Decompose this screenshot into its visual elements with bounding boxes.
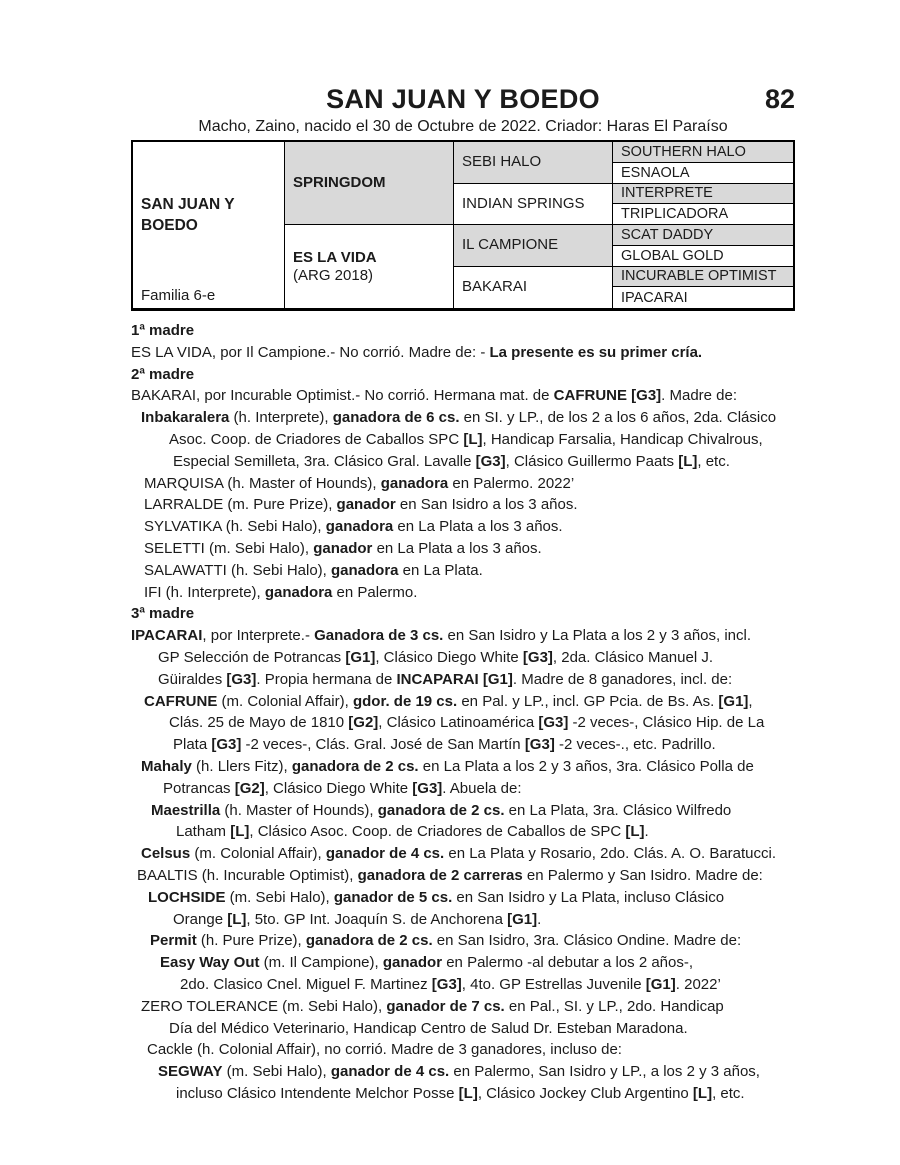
gen2-cell-sebi-halo: SEBI HALO	[454, 142, 613, 184]
pedigree-line-segment: Clás. 25 de Mayo de 1810	[169, 714, 349, 732]
pedigree-line-segment: BAKARAI, por Incurable Optimist.- No corrió. Hermana mat. de	[131, 387, 554, 405]
page-number: 82	[764, 84, 795, 114]
pedigree-line	[131, 647, 795, 669]
pedigree-line-segment: , Clásico Jockey Club Argentino	[477, 1084, 693, 1102]
pedigree-line-segment: en San Isidro y La Plata, incluso Clásico	[452, 888, 725, 906]
pedigree-line-segment: en San Isidro a los 3 años.	[395, 496, 578, 514]
pedigree-line-bold-segment: ganadora de 2 cs.	[377, 801, 505, 819]
header	[131, 84, 795, 116]
pedigree-line-bold-segment: [G3]	[538, 714, 569, 732]
pedigree-line-segment: IFI (h. Interprete),	[144, 583, 265, 601]
pedigree-line-segment: en SI. y LP., de los 2 a los 6 años, 2da. Clásico	[459, 409, 777, 427]
pedigree-line-segment: , Clásico Diego White	[375, 648, 523, 666]
pedigree-line-bold-segment: ganadora de 2 carreras	[357, 866, 523, 884]
pedigree-line-bold-segment: Ganadora de 3 cs.	[314, 627, 444, 645]
pedigree-line-segment: ZERO TOLERANCE (m. Sebi Halo),	[141, 997, 387, 1015]
pedigree-line-segment: en La Plata a los 3 años.	[393, 518, 563, 536]
pedigree-line-bold-segment: [L]	[230, 823, 250, 841]
pedigree-line-segment: (m. Il Campione),	[259, 954, 383, 972]
pedigree-line	[131, 778, 795, 800]
pedigree-line-bold-segment: [G3]	[431, 975, 462, 993]
pedigree-line-segment: (m. Sebi Halo),	[225, 888, 334, 906]
pedigree-line	[131, 516, 795, 538]
pedigree-line-segment: , etc.	[712, 1084, 745, 1102]
pedigree-line-bold-segment: ganadora de 6 cs.	[332, 409, 460, 427]
pedigree-line-segment: en La Plata a los 2 y 3 años, 3ra. Clásico Polla de	[418, 757, 754, 775]
pedigree-line	[131, 451, 795, 473]
pedigree-line	[131, 800, 795, 822]
horse-description: Macho, Zaino, nacido el 30 de Octubre de 2022. Criador: Haras El Paraíso	[198, 118, 728, 135]
pedigree-line-segment: GP Selección de Potrancas	[158, 648, 346, 666]
pedigree-line-bold-segment: [G2]	[234, 779, 265, 797]
pedigree-line-bold-segment: [G3]	[211, 736, 242, 754]
pedigree-line-bold-segment: ganadora de 2 cs.	[291, 757, 419, 775]
pedigree-line	[131, 560, 795, 582]
pedigree-line-bold-segment: ganadora	[325, 518, 394, 536]
gen3-cell-incurable-optimist: INCURABLE OPTIMIST	[613, 267, 793, 288]
pedigree-line	[131, 342, 795, 364]
pedigree-line-segment: , 5to. GP Int. Joaquín S. de Anchorena	[246, 910, 508, 928]
pedigree-line-segment: en Pal., SI. y LP., 2do. Handicap	[504, 997, 724, 1015]
pedigree-line-bold-segment: Mahaly	[141, 757, 192, 775]
pedigree-line	[131, 865, 795, 887]
gen2-cell-il-campione: IL CAMPIONE	[454, 225, 613, 267]
pedigree-line-segment: en Palermo.	[332, 583, 418, 601]
pedigree-line	[131, 385, 795, 407]
pedigree-line-bold-segment: 2ª madre	[131, 365, 195, 383]
pedigree-line-bold-segment: [G2]	[348, 714, 379, 732]
pedigree-line	[131, 996, 795, 1018]
pedigree-line-bold-segment: ganadora	[331, 561, 399, 579]
pedigree-line-segment: , Clásico Guillermo Paats	[505, 452, 679, 470]
pedigree-line-segment: , Clásico Diego White	[264, 779, 413, 797]
pedigree-line	[131, 712, 795, 734]
pedigree-line-bold-segment: Permit	[150, 932, 197, 950]
pedigree-line-segment: Cackle (h. Colonial Affair), no corrió. Madre de 3 ganadores, incluso de:	[147, 1041, 622, 1059]
gen3-cell-ipacarai: IPACARAI	[621, 289, 688, 306]
pedigree-line-bold-segment: [L]	[692, 1084, 713, 1102]
pedigree-line-segment: Plata	[173, 736, 212, 754]
pedigree-line-bold-segment: [L]	[458, 1084, 478, 1102]
sire-cell: SPRINGDOM	[285, 142, 454, 225]
pedigree-line-segment: BAALTIS (h. Incurable Optimist),	[137, 866, 358, 884]
pedigree-line-bold-segment: [L]	[678, 452, 698, 470]
pedigree-line-segment: en La Plata, 3ra. Clásico Wilfredo	[504, 801, 732, 819]
pedigree-line-segment: .	[537, 910, 542, 928]
pedigree-line	[131, 429, 795, 451]
pedigree-line	[131, 603, 795, 625]
gen3-cell-triplicadora: TRIPLICADORA	[613, 204, 793, 225]
pedigree-line-bold-segment: SEGWAY	[158, 1063, 223, 1081]
pedigree-line-segment: en La Plata.	[398, 561, 483, 579]
pedigree-line-segment: . 2022’	[675, 975, 721, 993]
gen3-cell-global-gold: GLOBAL GOLD	[613, 246, 793, 267]
pedigree-line-bold-segment: [L]	[227, 910, 247, 928]
pedigree-line-bold-segment: 1ª madre	[131, 322, 195, 339]
pedigree-line-bold-segment: Celsus	[141, 845, 191, 863]
pedigree-line-segment: SYLVATIKA (h. Sebi Halo),	[144, 518, 326, 536]
pedigree-line-bold-segment: ganadora de 2 cs.	[305, 932, 433, 950]
pedigree-line-segment: en San Isidro y La Plata a los 2 y 3 años, incl.	[443, 627, 752, 645]
pedigree-line-bold-segment: [G3]	[226, 670, 257, 688]
pedigree-line-segment: (m. Colonial Affair),	[217, 692, 353, 710]
pedigree-line-bold-segment: Easy Way Out	[160, 954, 260, 972]
page-title: SAN JUAN Y BOEDO	[326, 84, 600, 114]
pedigree-line-segment: (m. Colonial Affair),	[190, 845, 326, 863]
pedigree-line	[131, 1039, 795, 1061]
pedigree-line-bold-segment: [G3]	[522, 648, 553, 666]
pedigree-line-segment: SALAWATTI (h. Sebi Halo),	[144, 561, 331, 579]
pedigree-line-bold-segment: CAFRUNE [G3]	[553, 387, 662, 405]
subject-cell	[133, 142, 285, 308]
pedigree-line-segment: . Madre de:	[661, 387, 738, 405]
pedigree-line-bold-segment: [L]	[625, 823, 645, 841]
pedigree-line	[131, 364, 795, 386]
pedigree-line-bold-segment: INCAPARAI [G1]	[396, 670, 513, 688]
pedigree-line-segment: Día del Médico Veterinario, Handicap Centro de Salud Dr. Esteban Maradona.	[169, 1019, 688, 1037]
pedigree-line	[131, 974, 795, 996]
pedigree-line-segment: . Propia hermana de	[256, 670, 397, 688]
pedigree-line-segment: en La Plata a los 3 años.	[372, 539, 542, 557]
gen3-cell-esnaola: ESNAOLA	[613, 163, 793, 184]
pedigree-line-segment: , Clásico Latinoamérica	[378, 714, 539, 732]
pedigree-line-segment: en San Isidro, 3ra. Clásico Ondine. Madre de:	[432, 932, 742, 950]
pedigree-line	[131, 930, 795, 952]
dam-cell	[285, 225, 454, 308]
pedigree-line-segment: en Pal. y LP., incl. GP Pcia. de Bs. As.	[457, 692, 719, 710]
pedigree-line-segment: ES LA VIDA, por Il Campione.- No corrió. Madre de: -	[131, 343, 490, 361]
pedigree-line	[131, 1083, 795, 1105]
pedigree-line-bold-segment: [G3]	[412, 779, 443, 797]
pedigree-line	[131, 756, 795, 778]
pedigree-line-segment: -2 veces-, Clásico Hip. de La	[568, 714, 765, 732]
pedigree-line	[131, 1018, 795, 1040]
pedigree-line-segment: , Clásico Asoc. Coop. de Criadores de Caballos de SPC	[249, 823, 626, 841]
pedigree-line-segment: (m. Sebi Halo),	[222, 1063, 331, 1081]
pedigree-line-bold-segment: ganador	[336, 496, 396, 514]
pedigree-line-bold-segment: Maestrilla	[151, 801, 221, 819]
family-label: Familia 6-e	[141, 287, 216, 304]
pedigree-line-segment: , etc.	[697, 452, 730, 470]
pedigree-line-segment: , 4to. GP Estrellas Juvenile	[461, 975, 646, 993]
pedigree-line	[131, 887, 795, 909]
dam-origin: (ARG 2018)	[293, 266, 374, 284]
pedigree-line-bold-segment: [G1]	[718, 692, 749, 710]
pedigree-line-bold-segment: [G1]	[645, 975, 676, 993]
gen2-cell-indian-springs: INDIAN SPRINGS	[454, 184, 613, 226]
pedigree-line-segment: ,	[748, 692, 753, 710]
pedigree-line-segment: 2do. Clasico Cnel. Miguel F. Martinez	[180, 975, 432, 993]
pedigree-text	[131, 320, 795, 1105]
subject-name	[141, 194, 284, 236]
pedigree-line-segment: (h. Llers Fitz),	[191, 757, 292, 775]
pedigree-line-segment: en Palermo. 2022’	[448, 474, 575, 492]
pedigree-line	[131, 821, 795, 843]
pedigree-line-segment: (h. Interprete),	[229, 409, 333, 427]
pedigree-line-segment: -2 veces-, Clás. Gral. José de San Martín	[241, 736, 525, 754]
pedigree-line	[131, 691, 795, 713]
pedigree-line-bold-segment: ganadora	[380, 474, 449, 492]
pedigree-line-segment: en La Plata y Rosario, 2do. Clás. A. O. Baratucci.	[444, 845, 777, 863]
pedigree-line-bold-segment: 3ª madre	[131, 605, 195, 623]
pedigree-line	[131, 407, 795, 429]
page-content	[131, 84, 795, 1105]
gen3-cell-scat-daddy: SCAT DADDY	[613, 225, 793, 246]
pedigree-line-segment: , Handicap Farsalia, Handicap Chivalrous,	[482, 430, 763, 448]
pedigree-line-segment: , 2da. Clásico Manuel J.	[552, 648, 713, 666]
gen2-cell-bakarai: BAKARAI	[454, 267, 613, 309]
pedigree-line-segment: (h. Master of Hounds),	[220, 801, 378, 819]
pedigree-line	[131, 625, 795, 647]
pedigree-line-segment: LARRALDE (m. Pure Prize),	[144, 496, 337, 514]
pedigree-line-segment: . Madre de 8 ganadores, incl. de:	[512, 670, 733, 688]
pedigree-line-segment: en Palermo y San Isidro. Madre de:	[522, 866, 763, 884]
pedigree-line-bold-segment: CAFRUNE	[144, 692, 218, 710]
pedigree-line	[131, 1061, 795, 1083]
pedigree-line	[131, 669, 795, 691]
pedigree-table	[131, 140, 795, 311]
pedigree-line-bold-segment: ganador de 5 cs.	[333, 888, 453, 906]
dam-name: ES LA VIDA	[293, 248, 377, 266]
pedigree-line	[131, 909, 795, 931]
subject-name-line1: SAN JUAN Y	[141, 196, 235, 213]
pedigree-line-segment: SELETTI (m. Sebi Halo),	[144, 539, 314, 557]
pedigree-line-segment: , por Interprete.-	[202, 627, 315, 645]
pedigree-line-bold-segment: LOCHSIDE	[148, 888, 226, 906]
subject-name-line2: BOEDO	[141, 217, 198, 234]
pedigree-line	[131, 494, 795, 516]
pedigree-line-bold-segment: [L]	[463, 430, 483, 448]
pedigree-line-bold-segment: ganador de 4 cs.	[330, 1063, 450, 1081]
pedigree-line-segment: en Palermo, San Isidro y LP., a los 2 y 3 años,	[449, 1063, 760, 1081]
pedigree-line	[131, 582, 795, 604]
pedigree-line-bold-segment: Inbakaralera	[141, 409, 230, 427]
pedigree-line	[131, 952, 795, 974]
pedigree-line-bold-segment: ganador de 7 cs.	[386, 997, 505, 1015]
pedigree-line-bold-segment: ganadora	[264, 583, 333, 601]
pedigree-line-bold-segment: [G1]	[507, 910, 538, 928]
pedigree-line-segment: Asoc. Coop. de Criadores de Caballos SPC	[169, 430, 464, 448]
pedigree-line-segment: Especial Semilleta, 3ra. Clásico Gral. Lavalle	[173, 452, 476, 470]
pedigree-line-segment: .	[644, 823, 649, 841]
pedigree-line	[131, 734, 795, 756]
pedigree-line-segment: en Palermo -al debutar a los 2 años-,	[442, 954, 694, 972]
pedigree-line-bold-segment: ganador	[382, 954, 443, 972]
pedigree-line-segment: . Abuela de:	[442, 779, 522, 797]
pedigree-line	[131, 538, 795, 560]
pedigree-line-segment: Güiraldes	[158, 670, 227, 688]
pedigree-line-bold-segment: [G3]	[524, 736, 555, 754]
pedigree-line-bold-segment: La presente es su primer cría.	[489, 343, 703, 361]
pedigree-line-bold-segment: [G1]	[345, 648, 376, 666]
pedigree-line-segment: incluso Clásico Intendente Melchor Posse	[176, 1084, 459, 1102]
pedigree-line-bold-segment: gdor. de 19 cs.	[352, 692, 458, 710]
pedigree-line-segment: Latham	[176, 823, 231, 841]
pedigree-line-bold-segment: IPACARAI	[131, 627, 203, 645]
pedigree-line	[131, 320, 795, 342]
pedigree-line-segment: (h. Pure Prize),	[196, 932, 306, 950]
pedigree-line	[131, 843, 795, 865]
pedigree-line-segment: -2 veces-., etc. Padrillo.	[554, 736, 716, 754]
gen3-cell-interprete: INTERPRETE	[613, 184, 793, 205]
pedigree-line-segment: MARQUISA (h. Master of Hounds),	[144, 474, 381, 492]
pedigree-line	[131, 473, 795, 495]
gen3-cell-southern-halo: SOUTHERN HALO	[613, 142, 793, 163]
pedigree-line-segment: Potrancas	[163, 779, 235, 797]
pedigree-line-segment: Orange	[173, 910, 228, 928]
pedigree-line-bold-segment: ganador	[313, 539, 373, 557]
pedigree-line-bold-segment: ganador de 4 cs.	[325, 845, 445, 863]
pedigree-line-bold-segment: [G3]	[475, 452, 506, 470]
